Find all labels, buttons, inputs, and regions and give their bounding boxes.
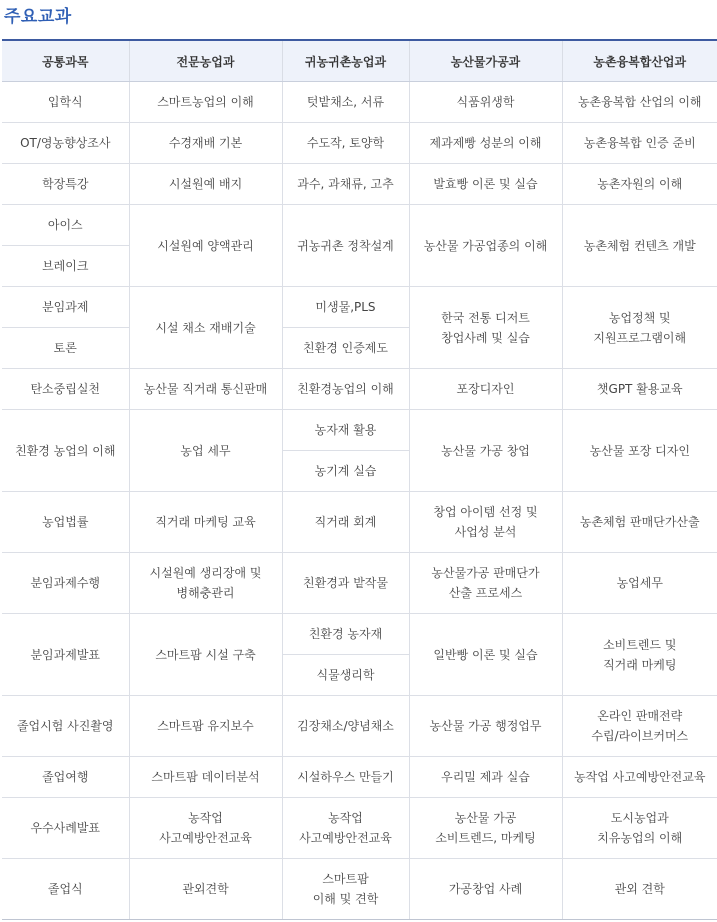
table-cell: 가공창업 사례 — [409, 859, 562, 920]
table-cell: 소비트렌드 및 직거래 마케팅 — [562, 614, 717, 696]
table-cell: 우수사례발표 — [2, 798, 129, 859]
table-cell: 농산물 가공 행정업무 — [409, 696, 562, 757]
table-cell: 직거래 마케팅 교육 — [129, 492, 282, 553]
table-cell: 농자재 활용 — [282, 410, 409, 451]
table-cell: 농업 세무 — [129, 410, 282, 492]
table-cell: 친환경농업의 이해 — [282, 369, 409, 410]
header-professional-agri: 전문농업과 — [129, 40, 282, 82]
table-row — [2, 369, 717, 410]
table-cell: 우리밀 제과 실습 — [409, 757, 562, 798]
table-cell: 졸업시험 사진촬영 — [2, 696, 129, 757]
table-cell: 시설원예 양액관리 — [129, 205, 282, 287]
table-row — [2, 164, 717, 205]
table-row — [2, 757, 717, 798]
header-common: 공통과목 — [2, 40, 129, 82]
table-cell: 수도작, 토양학 — [282, 123, 409, 164]
table-cell: 농촌융복합 인증 준비 — [562, 123, 717, 164]
table-cell: 농업정책 및 지원프로그램이해 — [562, 287, 717, 369]
table-cell: 창업 아이템 선정 및 사업성 분석 — [409, 492, 562, 553]
table-cell: 농산물가공 판매단가 산출 프로세스 — [409, 553, 562, 614]
table-row — [2, 553, 717, 614]
table-cell: 제과제빵 성분의 이해 — [409, 123, 562, 164]
table-cell: 김장채소/양념채소 — [282, 696, 409, 757]
table-cell: 스마트팜 이해 및 견학 — [282, 859, 409, 920]
table-cell: 농기계 실습 — [282, 451, 409, 492]
table-cell: 일반빵 이론 및 실습 — [409, 614, 562, 696]
table-cell: 입학식 — [2, 82, 129, 123]
table-cell: 시설하우스 만들기 — [282, 757, 409, 798]
table-cell: 식물생리학 — [282, 655, 409, 696]
table-cell: 분임과제발표 — [2, 614, 129, 696]
table-row — [2, 287, 717, 328]
table-cell: 학장특강 — [2, 164, 129, 205]
table-cell: 토론 — [2, 328, 129, 369]
table-cell: 스마트농업의 이해 — [129, 82, 282, 123]
table-cell: 농업세무 — [562, 553, 717, 614]
table-cell: 농촌융복합 산업의 이해 — [562, 82, 717, 123]
table-cell: 농산물 직거래 통신판매 — [129, 369, 282, 410]
table-cell: 농촌체험 판매단가산출 — [562, 492, 717, 553]
table-cell: 분임과제 — [2, 287, 129, 328]
table-row — [2, 82, 717, 123]
table-row — [2, 798, 717, 859]
table-cell: 스마트팜 유지보수 — [129, 696, 282, 757]
table-cell: 챗GPT 활용교육 — [562, 369, 717, 410]
table-cell: 직거래 회계 — [282, 492, 409, 553]
table-row — [2, 410, 717, 451]
table-cell: 졸업식 — [2, 859, 129, 920]
table-cell: 과수, 과채류, 고추 — [282, 164, 409, 205]
header-rural-convergence: 농촌융복합산업과 — [562, 40, 717, 82]
table-cell: 발효빵 이론 및 실습 — [409, 164, 562, 205]
table-cell: 도시농업과 치유농업의 이해 — [562, 798, 717, 859]
table-row — [2, 492, 717, 553]
table-cell: 식품위생학 — [409, 82, 562, 123]
table-cell: 농작업 사고예방안전교육 — [562, 757, 717, 798]
table-cell: 농산물 포장 디자인 — [562, 410, 717, 492]
table-cell: 스마트팜 시설 구축 — [129, 614, 282, 696]
table-cell: 미생물,PLS — [282, 287, 409, 328]
table-cell: 시설원예 생리장애 및 병해충관리 — [129, 553, 282, 614]
table-cell: 농산물 가공 소비트렌드, 마케팅 — [409, 798, 562, 859]
table-cell: 한국 전통 디저트 창업사례 및 실습 — [409, 287, 562, 369]
table-cell: OT/영농향상조사 — [2, 123, 129, 164]
table-cell: 친환경과 밭작물 — [282, 553, 409, 614]
table-header-row — [2, 40, 717, 82]
curriculum-table — [2, 39, 717, 920]
table-cell: 텃밭채소, 서류 — [282, 82, 409, 123]
table-cell: 포장디자인 — [409, 369, 562, 410]
table-cell: 농촌체험 컨텐츠 개발 — [562, 205, 717, 287]
table-cell: 시설 채소 재배기술 — [129, 287, 282, 369]
table-cell: 농업법률 — [2, 492, 129, 553]
table-cell: 관외견학 — [129, 859, 282, 920]
table-cell: 농산물 가공업종의 이해 — [409, 205, 562, 287]
table-row — [2, 696, 717, 757]
table-cell: 친환경 농자재 — [282, 614, 409, 655]
header-return-farming: 귀농귀촌농업과 — [282, 40, 409, 82]
table-cell: 아이스 — [2, 205, 129, 246]
table-row — [2, 614, 717, 655]
table-cell: 수경재배 기본 — [129, 123, 282, 164]
table-cell: 농작업 사고예방안전교육 — [282, 798, 409, 859]
table-row — [2, 205, 717, 246]
table-cell: 농산물 가공 창업 — [409, 410, 562, 492]
table-cell: 졸업여행 — [2, 757, 129, 798]
table-cell: 친환경 농업의 이해 — [2, 410, 129, 492]
table-cell: 농작업 사고예방안전교육 — [129, 798, 282, 859]
table-cell: 분임과제수행 — [2, 553, 129, 614]
table-cell: 관외 견학 — [562, 859, 717, 920]
table-cell: 스마트팜 데이터분석 — [129, 757, 282, 798]
table-cell: 탄소중립실천 — [2, 369, 129, 410]
table-row — [2, 859, 717, 920]
header-agri-processing: 농산물가공과 — [409, 40, 562, 82]
table-cell: 농촌자원의 이해 — [562, 164, 717, 205]
table-cell: 브레이크 — [2, 246, 129, 287]
table-cell: 귀농귀촌 정착설계 — [282, 205, 409, 287]
table-cell: 친환경 인증제도 — [282, 328, 409, 369]
table-cell: 시설원예 배지 — [129, 164, 282, 205]
table-row — [2, 123, 717, 164]
page-title: 주요교과 — [4, 7, 72, 27]
table-cell: 온라인 판매전략 수립/라이브커머스 — [562, 696, 717, 757]
